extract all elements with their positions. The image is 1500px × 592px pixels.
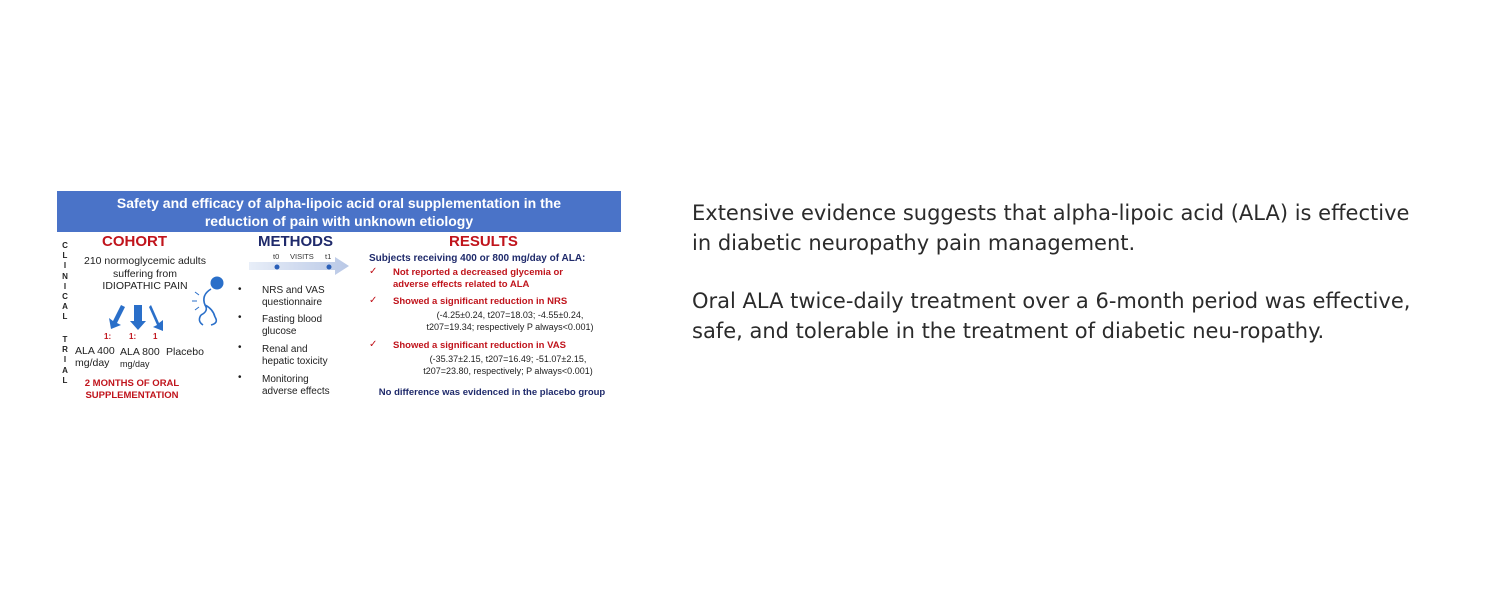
- randomization-arrows: [107, 303, 169, 333]
- arm-ala-400-dose: ALA 400: [75, 345, 115, 357]
- arm-ala-800-unit: mg/day: [120, 359, 150, 369]
- results-closing: No difference was evidenced in the placebo group: [378, 387, 606, 398]
- arrow-down-icon: [130, 305, 146, 330]
- banner-title-line1: Safety and efficacy of alpha-lipoic acid oral supplementation in the: [116, 194, 562, 211]
- timeline-t1: t1: [325, 252, 332, 261]
- side-letter: I: [63, 261, 67, 271]
- result-2-heading: Showed a significant reduction in NRS: [393, 296, 568, 307]
- side-letter: A: [62, 365, 68, 375]
- result-3-stats: [385, 353, 631, 377]
- side-letter: N: [62, 271, 68, 281]
- methods-item-line: NRS and VAS: [262, 285, 325, 296]
- figure-title-banner: [57, 191, 621, 232]
- duration-line2: SUPPLEMENTATION: [85, 390, 179, 401]
- side-label-trial: [61, 335, 69, 386]
- methods-item-line: Fasting blood: [262, 314, 323, 325]
- patient-pain-icon: [191, 271, 231, 331]
- methods-heading: METHODS: [258, 233, 333, 250]
- timeline-visits: VISITS: [290, 252, 314, 261]
- cohort-line2: suffering from: [113, 267, 177, 280]
- ratio-1: 1:: [104, 332, 112, 341]
- results-intro: Subjects receiving 400 or 800 mg/day of ALA:: [369, 253, 586, 264]
- checkmark-icon: ✓: [369, 339, 378, 350]
- arm-placebo: Placebo: [166, 346, 204, 358]
- result-1-line1: Not reported a decreased glycemia or: [393, 267, 564, 278]
- checkmark-icon: ✓: [369, 295, 378, 306]
- methods-item-line: questionnaire: [262, 297, 323, 308]
- ratio-3: 1: [153, 332, 158, 341]
- result-1-line2: adverse effects related to ALA: [393, 279, 530, 290]
- side-letter: L: [62, 375, 68, 385]
- timeline-t0: t0: [273, 252, 280, 261]
- side-letter: R: [62, 345, 68, 355]
- cohort-line3: IDIOPATHIC PAIN: [102, 280, 188, 292]
- result-2-stats-line1: (-4.25±0.24, t207=18.03; -4.55±0.24,: [436, 310, 584, 320]
- result-3-heading: Showed a significant reduction in VAS: [393, 340, 566, 351]
- result-1: [393, 267, 563, 291]
- side-letter: L: [62, 312, 68, 322]
- checkmark-icon: ✓: [369, 266, 378, 277]
- result-3-stats-line2: t207=23.80, respectively; P always<0.001): [423, 366, 593, 376]
- bullet-icon: •: [238, 284, 242, 295]
- bullet-icon: •: [238, 372, 242, 383]
- arm-ala-400-unit: mg/day: [75, 357, 110, 369]
- arm-ala-800-dose: ALA 800: [120, 346, 160, 358]
- side-letter: C: [62, 292, 68, 302]
- methods-item: [262, 314, 322, 338]
- side-letter: L: [62, 251, 68, 261]
- methods-item: [262, 374, 330, 398]
- cohort-heading: COHORT: [102, 233, 167, 250]
- banner-title-line2: reduction of pain with unknown etiology: [204, 212, 474, 229]
- arrow-left-icon: [109, 305, 125, 329]
- side-letter: T: [62, 335, 68, 344]
- methods-item-line: hepatic toxicity: [262, 356, 328, 367]
- bullet-icon: •: [238, 312, 242, 323]
- side-letter: A: [62, 302, 68, 312]
- cohort-line1: 210 normoglycemic adults: [84, 255, 206, 267]
- methods-item: [262, 285, 325, 309]
- side-letter: C: [62, 241, 68, 250]
- result-2-stats-line2: t207=19.34; respectively P always<0.001): [426, 322, 594, 332]
- bullet-icon: •: [238, 342, 242, 353]
- arrow-right-icon: [149, 305, 163, 331]
- side-letter: I: [63, 355, 67, 365]
- methods-item-line: Renal and: [262, 344, 308, 355]
- results-heading: RESULTS: [449, 233, 518, 250]
- methods-item-line: Monitoring: [262, 374, 309, 385]
- side-letter: I: [63, 281, 67, 291]
- duration-line1: 2 MONTHS OF ORAL: [84, 378, 180, 389]
- graphical-abstract-figure: [57, 191, 621, 406]
- summary-paragraph-1: Extensive evidence suggests that alpha-lipoic acid (ALA) is effective in diabetic neuropathy pain management.: [692, 201, 1410, 255]
- result-2-stats: [390, 309, 630, 333]
- methods-item: [262, 344, 328, 368]
- ratio-2: 1:: [129, 332, 137, 341]
- arm-ala-800: [120, 346, 160, 370]
- result-3-stats-line1: (-35.37±2.15, t207=16.49; -51.07±2.15,: [429, 354, 587, 364]
- side-label-clinical: [61, 241, 69, 323]
- summary-paragraph-2: Oral ALA twice-daily treatment over a 6-month period was effective, safe, and tolerable in the treatment of diabetic neu-ropathy.: [692, 289, 1411, 343]
- methods-item-line: glucose: [262, 326, 297, 337]
- summary-text: [692, 199, 1432, 375]
- supplementation-duration: [75, 378, 189, 402]
- methods-item-line: adverse effects: [262, 386, 330, 397]
- arm-ala-400: [75, 345, 115, 369]
